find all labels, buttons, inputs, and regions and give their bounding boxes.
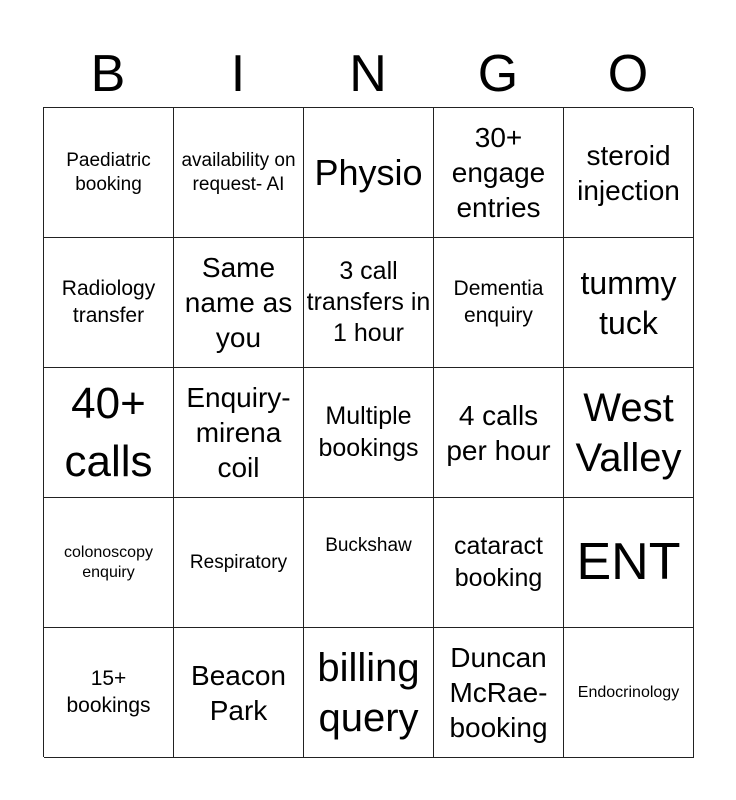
- cell-text: colonoscopy enquiry: [64, 544, 153, 581]
- cell-text: Same name as you: [184, 252, 293, 353]
- cell-text: West Valley: [575, 385, 682, 480]
- bingo-cell[interactable]: [564, 108, 694, 238]
- cell-text: Dementia enquiry: [453, 277, 544, 327]
- bingo-cell[interactable]: [434, 108, 564, 238]
- header-letter-i: I: [230, 45, 246, 103]
- header-letter-o: O: [607, 45, 649, 103]
- cell-text: Respiratory: [189, 551, 288, 573]
- bingo-cell[interactable]: [44, 628, 174, 758]
- cell-text: Multiple bookings: [318, 402, 419, 462]
- bingo-cell[interactable]: [174, 368, 304, 498]
- cell-text: tummy tuck: [580, 264, 677, 341]
- cell-text: Paediatric booking: [66, 149, 151, 195]
- cell-text: Physio: [314, 152, 423, 193]
- bingo-cell[interactable]: [434, 498, 564, 628]
- bingo-cell[interactable]: [174, 498, 304, 628]
- bingo-cell[interactable]: [434, 628, 564, 758]
- cell-text: Duncan McRae- booking: [449, 642, 548, 743]
- bingo-cell[interactable]: [434, 238, 564, 368]
- bingo-cell[interactable]: [564, 368, 694, 498]
- bingo-grid: [43, 107, 693, 757]
- cell-text: 30+ engage entries: [451, 122, 546, 223]
- cell-text: Enquiry- mirena coil: [186, 382, 291, 483]
- bingo-cell[interactable]: [304, 498, 434, 628]
- bingo-cell[interactable]: [304, 368, 434, 498]
- bingo-cell[interactable]: [564, 628, 694, 758]
- bingo-cell[interactable]: [44, 498, 174, 628]
- cell-text: 4 calls per hour: [446, 399, 551, 466]
- cell-text: Beacon Park: [191, 659, 286, 726]
- bingo-cell[interactable]: [44, 108, 174, 238]
- bingo-cell[interactable]: [174, 108, 304, 238]
- cell-text: 3 call transfers in 1 hour: [306, 256, 431, 348]
- bingo-cell[interactable]: [44, 238, 174, 368]
- cell-text: billing query: [317, 645, 420, 740]
- header-letter-n: N: [349, 45, 387, 103]
- bingo-cell[interactable]: [304, 108, 434, 238]
- bingo-cell[interactable]: [304, 628, 434, 758]
- bingo-cell[interactable]: [174, 238, 304, 368]
- cell-text: 40+ calls: [64, 379, 153, 486]
- cell-text: Buckshaw: [325, 535, 412, 556]
- cell-text: availability on request- AI: [181, 149, 296, 195]
- bingo-cell[interactable]: [174, 628, 304, 758]
- bingo-cell[interactable]: [304, 238, 434, 368]
- bingo-cell[interactable]: [564, 498, 694, 628]
- cell-text: Endocrinology: [577, 683, 680, 701]
- cell-text: ENT: [576, 533, 681, 592]
- cell-text: 15+ bookings: [66, 667, 151, 717]
- cell-text: cataract booking: [454, 532, 543, 592]
- bingo-cell[interactable]: [564, 238, 694, 368]
- bingo-cell[interactable]: [434, 368, 564, 498]
- cell-text: steroid injection: [577, 139, 680, 206]
- header-letter-b: B: [90, 45, 126, 103]
- header-letter-g: G: [477, 45, 519, 103]
- cell-text: Radiology transfer: [61, 277, 156, 327]
- bingo-header: [43, 40, 693, 108]
- bingo-cell[interactable]: [44, 368, 174, 498]
